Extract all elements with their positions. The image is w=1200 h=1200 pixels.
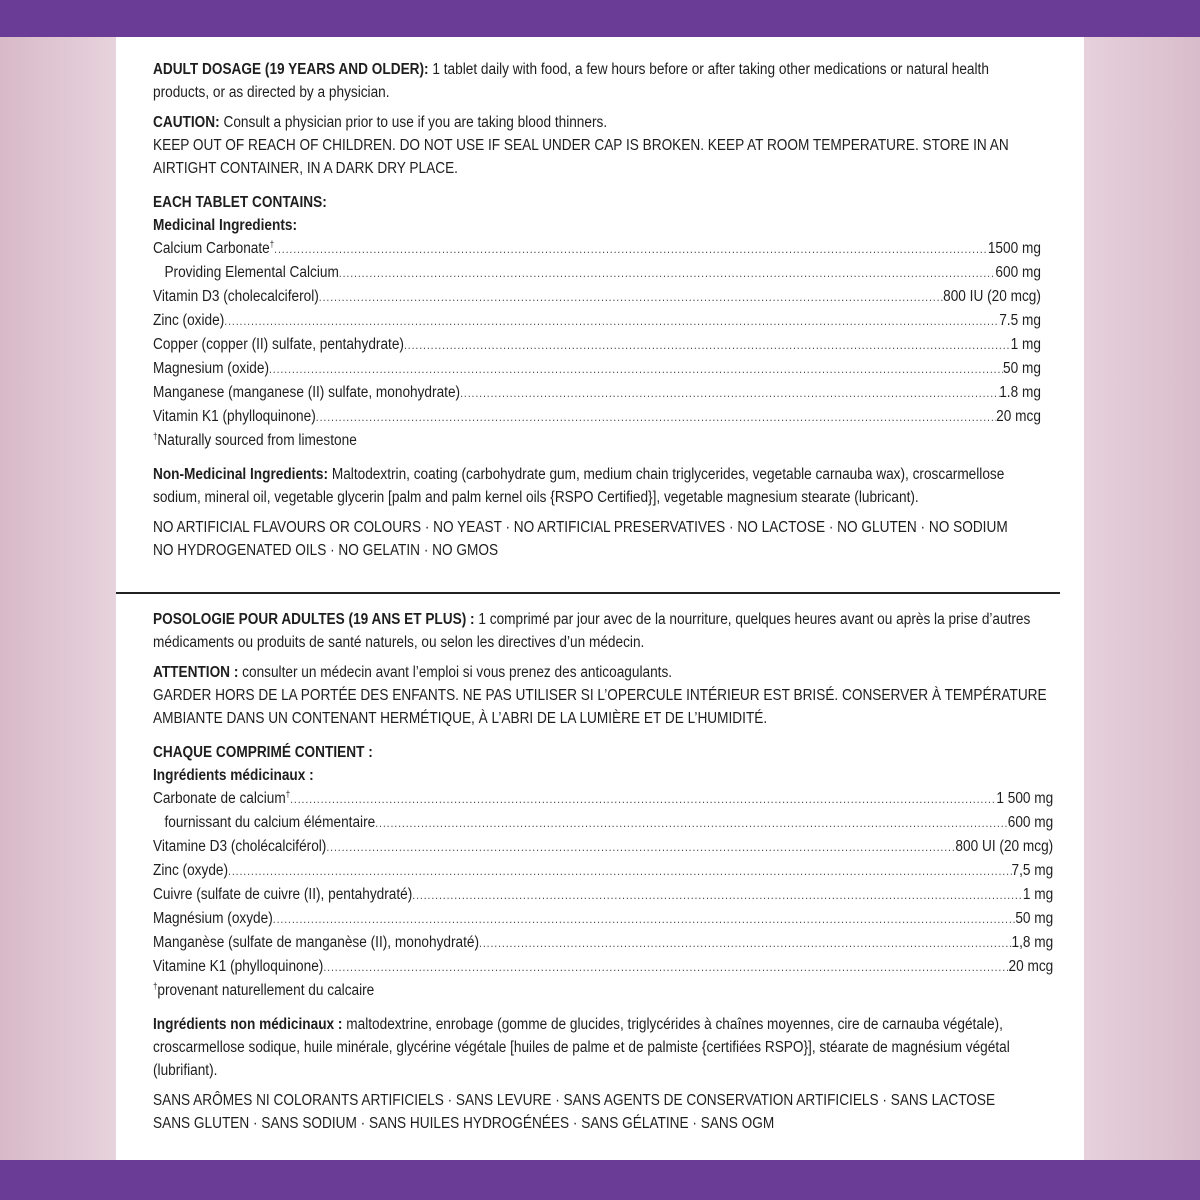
ingredient-row: Cuivre (sulfate de cuivre (II), pentahydraté) ..... 1 mg bbox=[153, 883, 1053, 907]
ingredient-row: Vitamine D3 (cholécalciférol) ..... 800 UI (20 mcg) bbox=[153, 835, 1053, 859]
ingredient-row: Copper (copper (II) sulfate, pentahydrate) ..... 1 mg bbox=[153, 333, 1041, 357]
ingredient-row: Carbonate de calcium† ..... 1 500 mg bbox=[153, 787, 1053, 811]
dosage-text-fr: 1 comprimé par jour avec de la nourriture, quelques heures avant ou après la prise d’autres médicaments ou produits de santé naturels, ou selon les directives d’un médecin. bbox=[153, 611, 1031, 651]
warning-text: KEEP OUT OF REACH OF CHILDREN. DO NOT USE IF SEAL UNDER CAP IS BROKEN. KEEP AT ROOM TEMPERATURE. STORE IN AN AIRTIGHT CONTAINER, IN A DARK DRY PLACE. bbox=[153, 137, 1009, 177]
free-from-line-2-fr: SANS GLUTEN · SANS SODIUM · SANS HUILES HYDROGÉNÉES · SANS GÉLATINE · SANS OGM bbox=[153, 1115, 775, 1132]
footnote-fr: †provenant naturellement du calcaire bbox=[153, 981, 375, 999]
contains-heading-fr: CHAQUE COMPRIMÉ CONTIENT : bbox=[153, 744, 373, 761]
warning-text-fr: GARDER HORS DE LA PORTÉE DES ENFANTS. NE PAS UTILISER SI L’OPERCULE INTÉRIEUR EST BRISÉ. CONSERVER À TEMPÉRATURE AMBIANTE DANS UN CONTENANT HERMÉTIQUE, À L’ABRI DE LA LUMIÈRE ET DE L’HUMIDITÉ. bbox=[153, 687, 1047, 727]
ingredient-row: Manganèse (sulfate de manganèse (II), monohydraté) ..... 1,8 mg bbox=[153, 931, 1053, 955]
left-side-panel bbox=[0, 37, 116, 1160]
top-color-band bbox=[0, 0, 1200, 37]
free-from-line-1-fr: SANS ARÔMES NI COLORANTS ARTIFICIELS · SANS LEVURE · SANS AGENTS DE CONSERVATION ARTIFICIELS · SANS LACTOSE bbox=[153, 1092, 996, 1109]
ingredient-row: Magnesium (oxide) ..... 50 mg bbox=[153, 357, 1041, 381]
caution-text-fr: consulter un médecin avant l’emploi si vous prenez des anticoagulants. bbox=[238, 664, 673, 681]
dosage-paragraph-fr bbox=[153, 608, 1053, 654]
caution-paragraph-fr bbox=[153, 661, 1053, 684]
dosage-label-fr: POSOLOGIE POUR ADULTES (19 ANS ET PLUS) : bbox=[153, 611, 475, 628]
non-medicinal-label: Non-Medicinal Ingredients: bbox=[153, 466, 329, 483]
ingredient-row: Calcium Carbonate† ..... 1500 mg bbox=[153, 237, 1041, 261]
ingredient-row: Magnésium (oxyde) ..... 50 mg bbox=[153, 907, 1053, 931]
right-side-panel bbox=[1084, 37, 1200, 1160]
caution-text: Consult a physician prior to use if you are taking blood thinners. bbox=[219, 114, 608, 131]
free-from-line-1: NO ARTIFICIAL FLAVOURS OR COLOURS · NO YEAST · NO ARTIFICIAL PRESERVATIVES · NO LACTOSE · NO GLUTEN · NO SODIUM bbox=[153, 519, 1008, 536]
medicinal-heading: Medicinal Ingredients: bbox=[153, 217, 298, 234]
caution-label-fr: ATTENTION : bbox=[153, 664, 239, 681]
caution-paragraph bbox=[153, 111, 1041, 134]
dosage-label: ADULT DOSAGE (19 YEARS AND OLDER): bbox=[153, 61, 429, 78]
ingredient-row: fournissant du calcium élémentaire ..... 600 mg bbox=[153, 811, 1053, 835]
english-section bbox=[153, 58, 1041, 562]
ingredient-row: Zinc (oxyde) ..... 7,5 mg bbox=[153, 859, 1053, 883]
section-divider bbox=[116, 592, 1060, 594]
footnote: †Naturally sourced from limestone bbox=[153, 431, 357, 449]
contains-heading: EACH TABLET CONTAINS: bbox=[153, 194, 327, 211]
ingredient-row: Zinc (oxide) ..... 7.5 mg bbox=[153, 309, 1041, 333]
non-medicinal-label-fr: Ingrédients non médicinaux : bbox=[153, 1016, 343, 1033]
ingredient-row: Manganese (manganese (II) sulfate, monohydrate) ..... 1.8 mg bbox=[153, 381, 1041, 405]
caution-label: CAUTION: bbox=[153, 114, 220, 131]
bottom-color-band bbox=[0, 1160, 1200, 1200]
ingredient-row: Vitamin D3 (cholecalciferol) ..... 800 IU (20 mcg) bbox=[153, 285, 1041, 309]
ingredient-row: Vitamine K1 (phylloquinone) ..... 20 mcg bbox=[153, 955, 1053, 979]
dosage-text: 1 tablet daily with food, a few hours before or after taking other medications or natural health products, or as directed by a physician. bbox=[153, 61, 989, 101]
medicinal-heading-fr: Ingrédients médicinaux : bbox=[153, 767, 314, 784]
dosage-paragraph bbox=[153, 58, 1041, 104]
ingredient-row: Vitamin K1 (phylloquinone) ..... 20 mcg bbox=[153, 405, 1041, 429]
non-medicinal-paragraph: Non-Medicinal Ingredients: Maltodextrin, coating (carbohydrate gum, medium chain triglycerides, vegetable carnauba wax), croscarmellose sodium, mineral oil, vegetable glycerin [palm and palm kernel oils {RSPO Certified}], vegetable magnesium stearate (lubricant). bbox=[153, 466, 1005, 506]
non-medicinal-paragraph-fr: Ingrédients non médicinaux : maltodextrine, enrobage (gomme de glucides, triglycérides à chaînes moyennes, cire de carnauba végétale), croscarmellose sodique, huile minérale, glycérine végétale [huiles de palme et de palmiste {certifiées RSPO}], stéarate de magnésium végétal (lubrifiant). bbox=[153, 1016, 1010, 1079]
ingredient-list bbox=[153, 237, 1041, 429]
free-from-line-2: NO HYDROGENATED OILS · NO GELATIN · NO GMOS bbox=[153, 542, 499, 559]
ingredient-list-fr bbox=[153, 787, 1053, 979]
french-section bbox=[153, 608, 1053, 1135]
ingredient-row: Providing Elemental Calcium ..... 600 mg bbox=[153, 261, 1041, 285]
